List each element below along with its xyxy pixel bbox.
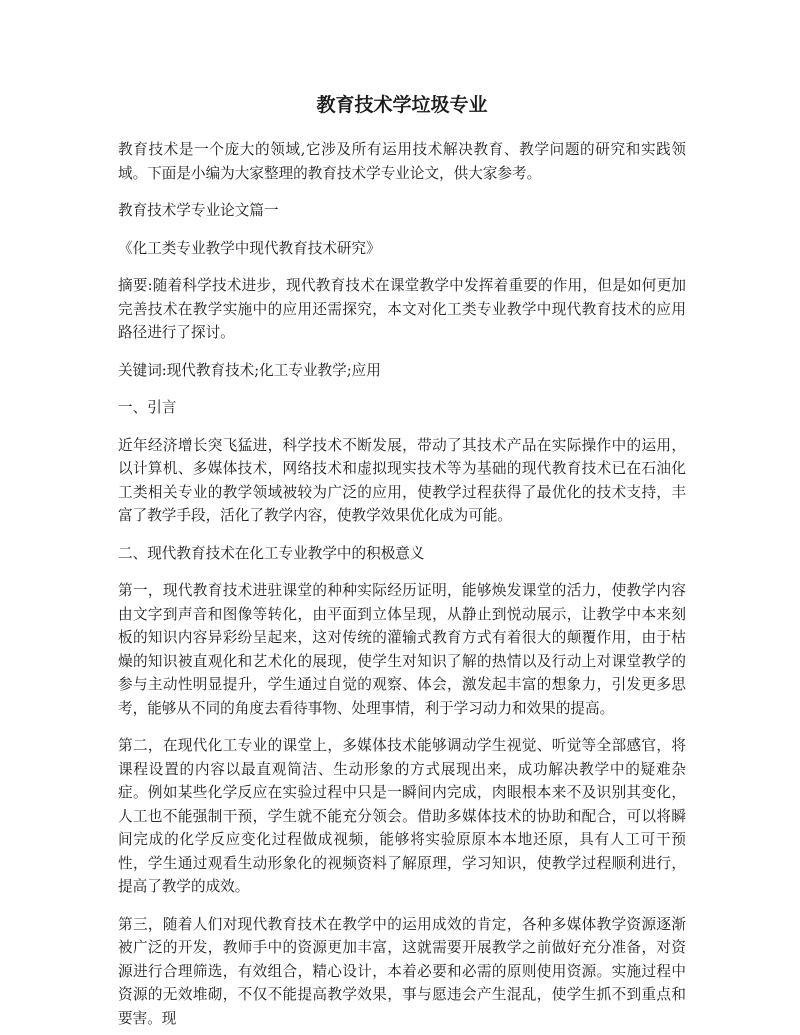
body-paragraph: 第二，在现代化工专业的课堂上，多媒体技术能够调动学生视觉、听觉等全部感官，将课程设置的内容以最直观简洁、生动形象的方式展现出来，成功解决教学中的疑难杂症。例如某些化学反应在实验过程中只是一瞬间内完成，肉眼根本来不及识别其变化，人工也不能强制干预，学生就不能充分领会。借助多媒体技术的协助和配合，可以将瞬间完成的化学反应变化过程做成视频，能够将实验原原本本地还原，具有人工可干预性，学生通过观看生动形象化的视频资料了解原理，学习知识，使教学过程顺利进行，提高了教学的成效。 [118, 737, 686, 895]
document-title: 教育技术学垃圾专业 [316, 94, 488, 116]
heading-significance: 二、现代教育技术在化工专业教学中的积极意义 [118, 544, 425, 562]
intro-paragraph: 教育技术是一个庞大的领域,它涉及所有运用技术解决教育、教学问题的研究和实践领域。下面是小编为大家整理的教育技术学专业论文，供大家参考。 [118, 141, 686, 182]
abstract-paragraph: 摘要:随着科学技术进步，现代教育技术在课堂教学中发挥着重要的作用，但是如何更加完善技术在教学实施中的应用还需探究，本文对化工类专业教学中现代教育技术的应用路径进行了探讨。 [118, 277, 686, 341]
body-paragraph: 第一，现代教育技术进驻课堂的种种实际经历证明，能够焕发课堂的活力，使教学内容由文字到声音和图像等转化，由平面到立体呈现，从静止到悦动展示，让教学中本来刻板的知识内容异彩纷呈起来，这对传统的灌输式教育方式有着很大的颠覆作用，由于枯燥的知识被直观化和艺术化的展现，使学生对知识了解的热情以及行动上对课堂教学的参与主动性明显提升，学生通过自觉的观察、体会，激发起丰富的想象力，引发更多思考，能够从不同的角度去看待事物、处理事情，利于学习动力和效果的提高。 [118, 582, 686, 717]
heading-introduction: 一、引言 [118, 399, 177, 416]
body-paragraph: 第三，随着人们对现代教育技术在教学中的运用成效的肯定，各种多媒体教学资源逐渐被广泛的开发，教师手中的资源更加丰富，这就需要开展教学之前做好充分准备，对资源进行合理筛选，有效组合，精心设计，本着必要和必需的原则使用资源。实施过程中资源的无效堆砌，不仅不能提高教学效果，事与愿违会产生混乱，使学生抓不到重点和要害。现 [118, 915, 686, 1027]
section-label: 教育技术学专业论文篇一 [118, 202, 279, 219]
keywords-paragraph: 关键词:现代教育技术;化工专业教学;应用 [118, 361, 381, 379]
paper-title: 《化工类专业教学中现代教育技术研究》 [118, 239, 381, 257]
body-paragraph: 近年经济增长突飞猛进，科学技术不断发展，带动了其技术产品在实际操作中的运用，以计算机、多媒体技术，网络技术和虚拟现实技术等为基础的现代教育技术已在石油化工类相关专业的教学领域被较为广泛的应用，使教学过程获得了最优化的技术支持，丰富了教学手段，活化了教学内容，使教学效果优化成为可能。 [118, 436, 686, 524]
